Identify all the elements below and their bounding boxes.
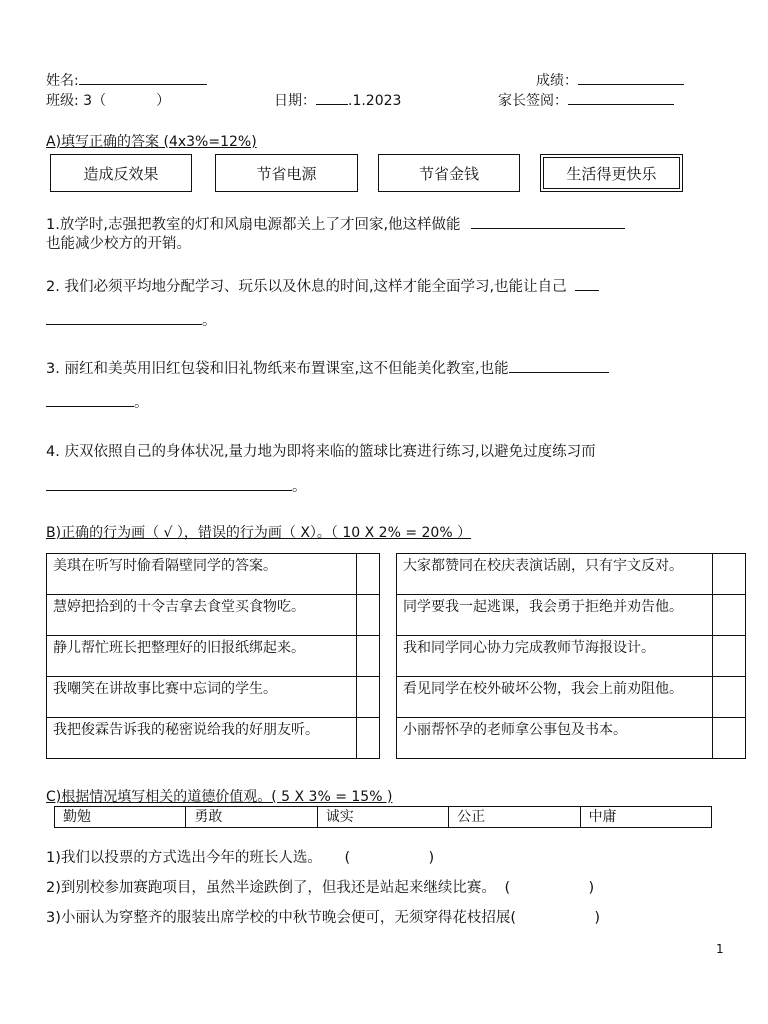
section-b-title: B)正确的行为画（ √ ），错误的行为画（ X）。（ 10 X 2% = 20% ） [46, 525, 472, 541]
table-row [397, 636, 746, 677]
answer-cell[interactable] [713, 636, 746, 677]
question-c3-text: 3)小丽认为穿整齐的服装出席学校的中秋节晚会便可，无须穿得花枝招展 [46, 910, 511, 926]
table-row [47, 677, 380, 718]
question-a3-end: 。 [134, 395, 149, 411]
question-a4: 4. 庆双依照自己的身体状况,量力地为即将来临的篮球比赛进行练习,以避免过度练习而 [46, 444, 596, 460]
parent-signature-blank[interactable] [568, 90, 674, 105]
statement-cell: 同学要我一起逃课，我会勇于拒绝并劝告他。 [397, 595, 713, 636]
table-row [47, 636, 380, 677]
answer-cell[interactable] [357, 554, 380, 595]
parent-signature-field [498, 90, 674, 110]
table-row [47, 718, 380, 759]
answer-paren-c2[interactable]: ( ) [504, 880, 595, 896]
name-field [46, 70, 207, 90]
question-a3-text: 3. 丽红和美英用旧红包袋和旧礼物纸来布置课室,这不但能美化教室,也能 [46, 361, 509, 377]
value-word: 中庸 [580, 807, 711, 828]
statement-cell: 我嘲笑在讲故事比赛中忘词的学生。 [47, 677, 357, 718]
tf-table-left [46, 553, 380, 759]
table-row [397, 677, 746, 718]
question-a3 [46, 358, 609, 379]
statement-cell: 我和同学同心协力完成教师节海报设计。 [397, 636, 713, 677]
answer-blank-a1[interactable] [471, 214, 625, 229]
answer-blank-a4[interactable] [46, 476, 292, 491]
question-a2 [46, 276, 599, 297]
statement-cell: 看见同学在校外破坏公物，我会上前劝阻他。 [397, 677, 713, 718]
table-row [397, 718, 746, 759]
question-a4-end: 。 [292, 479, 307, 495]
value-word: 勇敢 [186, 807, 317, 828]
score-blank[interactable] [578, 70, 684, 85]
name-blank[interactable] [79, 70, 207, 85]
statement-cell: 慧婷把拾到的十令吉拿去食堂买食物吃。 [47, 595, 357, 636]
score-label: 成绩： [536, 73, 578, 89]
date-field [274, 90, 401, 110]
statement-cell: 我把俊霖告诉我的秘密说给我的好朋友听。 [47, 718, 357, 759]
table-row [47, 595, 380, 636]
value-word: 勤勉 [55, 807, 186, 828]
question-c2 [46, 876, 594, 897]
answer-blank-a2b[interactable] [46, 310, 202, 325]
parent-label: 家长签阅： [498, 93, 568, 109]
date-value: .1.2023 [348, 93, 402, 109]
answer-cell[interactable] [713, 554, 746, 595]
question-a1 [46, 214, 625, 235]
statement-cell: 静儿帮忙班长把整理好的旧报纸绑起来。 [47, 636, 357, 677]
question-a1-line2: 也能减少校方的开销。 [46, 236, 191, 252]
page-number: 1 [716, 942, 724, 956]
values-table [54, 806, 712, 828]
answer-cell[interactable] [357, 677, 380, 718]
question-c3 [46, 906, 600, 927]
class-close-paren: ） [156, 93, 171, 109]
answer-cell[interactable] [357, 718, 380, 759]
tf-table-right [396, 553, 746, 759]
question-c1-text: 1)我们以投票的方式选出今年的班长人选。 [46, 850, 322, 866]
choice-box-1: 造成反效果 [50, 154, 192, 192]
answer-cell[interactable] [713, 595, 746, 636]
class-field [46, 90, 170, 110]
section-a-title: A)填写正确的答案 (4x3%=12%) [46, 134, 257, 150]
score-field [536, 70, 684, 90]
value-word: 诚实 [317, 807, 448, 828]
answer-blank-a3a[interactable] [509, 358, 609, 373]
name-label: 姓名: [46, 73, 79, 89]
date-blank[interactable] [316, 90, 348, 105]
statement-cell: 大家都赞同在校庆表演话剧，只有宇文反对。 [397, 554, 713, 595]
choice-box-2: 节省电源 [215, 154, 358, 192]
question-c2-text: 2)到别校参加赛跑项目，虽然半途跌倒了，但我还是站起来继续比赛。 [46, 880, 496, 896]
answer-cell[interactable] [713, 677, 746, 718]
answer-blank-a2a[interactable] [575, 276, 599, 291]
answer-blank-a3b[interactable] [46, 392, 134, 407]
question-a3-line2 [46, 392, 149, 413]
answer-cell[interactable] [357, 595, 380, 636]
question-a2-text: 2. 我们必须平均地分配学习、玩乐以及休息的时间,这样才能全面学习,也能让自己 [46, 279, 567, 295]
section-c-title: C)根据情况填写相关的道德价值观。( 5 X 3% = 15% ) [46, 789, 393, 805]
question-a2-end: 。 [202, 313, 217, 329]
question-a2-line2 [46, 310, 217, 331]
answer-paren-c1[interactable]: ( ) [344, 850, 435, 866]
table-row [397, 595, 746, 636]
answer-cell[interactable] [713, 718, 746, 759]
class-label: 班级: 3（ [46, 93, 107, 109]
question-c1 [46, 846, 434, 867]
table-row [397, 554, 746, 595]
date-label: 日期： [274, 93, 316, 109]
choice-box-4: 生活得更快乐 [540, 154, 683, 192]
question-a4-line2 [46, 476, 307, 497]
question-a1-text: 1.放学时,志强把教室的灯和风扇电源都关上了才回家,他这样做能 [46, 217, 461, 233]
table-row [47, 554, 380, 595]
value-word: 公正 [449, 807, 580, 828]
answer-cell[interactable] [357, 636, 380, 677]
statement-cell: 小丽帮怀孕的老师拿公事包及书本。 [397, 718, 713, 759]
answer-paren-c3[interactable]: ( ) [510, 910, 601, 926]
choice-box-3: 节省金钱 [378, 154, 520, 192]
statement-cell: 美琪在听写时偷看隔壁同学的答案。 [47, 554, 357, 595]
